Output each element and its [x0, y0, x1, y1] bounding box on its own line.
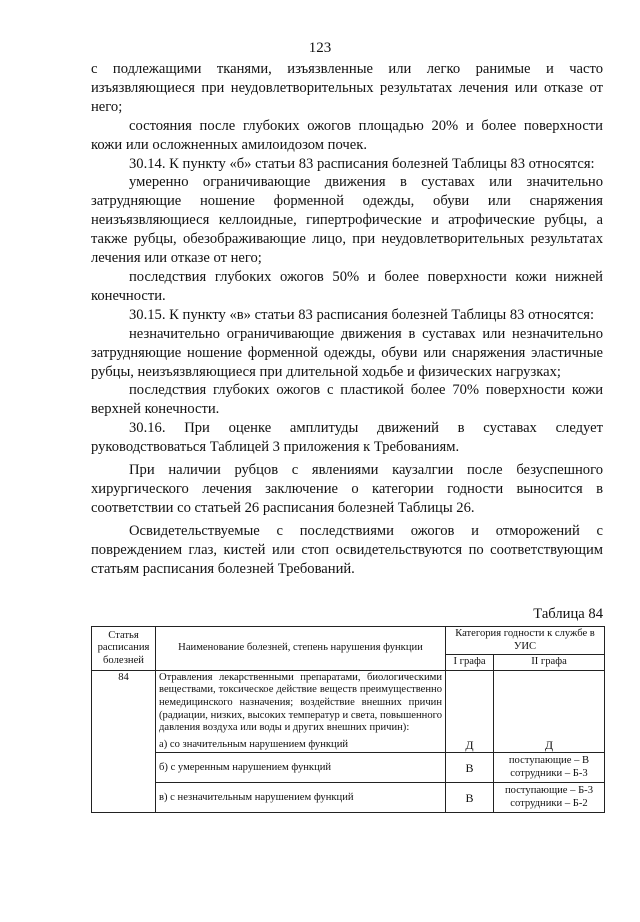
header-name: Наименование болезней, степень нарушения функции [156, 627, 446, 671]
paragraph: При наличии рубцов с явлениями каузалгии после безуспешного хирургического лечения заключение о категории годности выносится в соответствии со статьей 26 расписания болезней Таблицы 26. [91, 462, 603, 516]
table-row [92, 783, 605, 813]
paragraph: незначительно ограничивающие движения в суставах или незначительно затрудняющие ношение форменной одежды, обуви или снаряжения эластичные рубцы, неизъязвляющиеся при длительной ходьбе и физических нагрузках; [91, 325, 603, 380]
header-article: Статья расписания болезней [92, 627, 156, 671]
paragraph: 30.16. При оценке амплитуды движений в суставах следует руководствоваться Таблицей 3 приложения к Требованиям. [91, 420, 603, 456]
body-text [91, 60, 603, 578]
paragraph: 30.15. К пункту «в» статьи 83 расписания болезней Таблицы 83 относятся: [129, 306, 595, 323]
grade-col2: Д [494, 670, 605, 753]
table-row [92, 753, 605, 783]
paragraph: с подлежащими тканями, изъязвленные или легко ранимые и часто изъязвляющиеся при неудовлетворительных результатах лечения или отказе от него; [91, 61, 603, 115]
header-col2: II графа [494, 655, 605, 671]
page-number: 123 [308, 40, 332, 56]
grade-col1: Д [446, 670, 494, 753]
grade-col2: поступающие – Б-3 сотрудники – Б-2 [494, 783, 605, 813]
grade-col2: поступающие – В сотрудники – Б-3 [494, 753, 605, 783]
paragraph: последствия глубоких ожогов 50% и более поверхности кожи нижней конечности. [91, 268, 603, 304]
table-caption: Таблица 84 [533, 606, 603, 622]
header-col1: I графа [446, 655, 494, 671]
grade-col1: В [446, 753, 494, 783]
row-label: б) с умеренным нарушением функций [156, 753, 446, 783]
header-category: Категория годности к службе в УИС [446, 627, 605, 655]
disease-intro: Отравления лекарственными препаратами, биологическими веществами, токсическое действие веществ преимущественно немедицинского назначения; воздействие внешних причин (радиации, низких, высоких температур и света, повышенного давления воздуха или воды и других внешних причин): [159, 671, 442, 734]
paragraph: умеренно ограничивающие движения в суставах или значительно затрудняющие ношение форменной одежды, обуви или снаряжения неизъязвляющиеся келлоидные, гипертрофические и атрофические рубцы, а также рубцы, обезображивающие лицо, при неудовлетворительных результатах лечения или отказе от него; [91, 174, 603, 267]
table-row [92, 670, 605, 753]
paragraph: состояния после глубоких ожогов площадью 20% и более поверхности кожи или осложненных амилоидозом почек. [91, 117, 603, 153]
table-header-row [92, 627, 605, 655]
paragraph: 30.14. К пункту «б» статьи 83 расписания болезней Таблицы 83 относятся: [129, 155, 595, 172]
article-number: 84 [92, 670, 156, 813]
row-label: а) со значительным нарушением функций [159, 738, 349, 750]
disease-description [156, 670, 446, 753]
paragraph: последствия глубоких ожогов с пластикой более 70% поверхности кожи верхней конечности. [91, 382, 603, 418]
paragraph: Освидетельствуемые с последствиями ожогов и отморожений с повреждением глаз, кистей или стоп освидетельствуются по соответствующим статьям расписания болезней Требований. [91, 522, 603, 577]
row-label: в) с незначительным нарушением функций [156, 783, 446, 813]
disease-table [91, 626, 605, 813]
grade-col1: В [446, 783, 494, 813]
